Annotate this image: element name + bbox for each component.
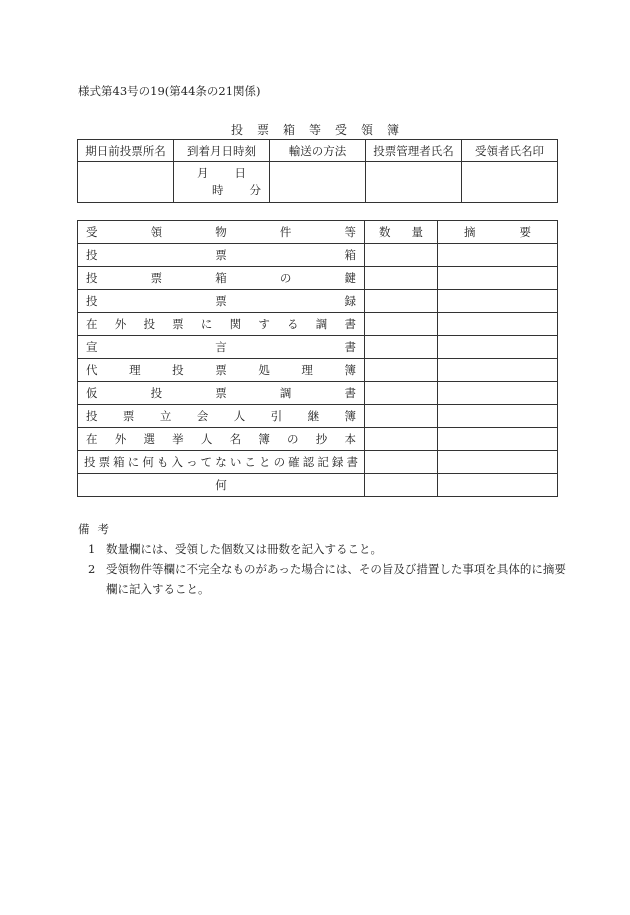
remarks-cell[interactable] bbox=[438, 267, 558, 290]
remarks-cell[interactable] bbox=[438, 428, 558, 451]
note-text: 数量欄には、受領した個数又は冊数を記入すること。 bbox=[106, 542, 382, 556]
items-table bbox=[77, 220, 558, 497]
quantity-cell[interactable] bbox=[365, 267, 438, 290]
item-label: 在外投票に関する調書 bbox=[78, 313, 365, 336]
item-label: 投票箱に何も入ってないことの確認記録書 bbox=[78, 451, 365, 474]
table-row bbox=[78, 244, 558, 267]
remarks-cell[interactable] bbox=[438, 313, 558, 336]
note-text: 受領物件等欄に不完全なものがあった場合には、その旨及び措置した事項を具体的に摘要欄に記入すること。 bbox=[106, 562, 566, 596]
table-row bbox=[78, 428, 558, 451]
table-row bbox=[78, 267, 558, 290]
item-label: 在外選挙人名簿の抄本 bbox=[78, 428, 365, 451]
cell-receiver-seal[interactable] bbox=[462, 162, 558, 203]
table-row bbox=[78, 313, 558, 336]
table-row bbox=[78, 290, 558, 313]
table-row bbox=[78, 382, 558, 405]
item-label: 代理投票処理簿 bbox=[78, 359, 365, 382]
quantity-cell[interactable] bbox=[365, 313, 438, 336]
remarks-cell[interactable] bbox=[438, 290, 558, 313]
remarks-cell[interactable] bbox=[438, 244, 558, 267]
notes-heading: 備考 bbox=[78, 522, 117, 536]
table-row bbox=[78, 451, 558, 474]
delivery-table-header bbox=[78, 140, 558, 162]
page-title: 投票箱等受領簿 bbox=[230, 123, 413, 137]
arrival-minute-label: 分 bbox=[249, 183, 261, 197]
header-polling-place: 期日前投票所名 bbox=[78, 140, 174, 162]
header-item: 受領物件等 bbox=[78, 221, 365, 244]
notes-section bbox=[78, 519, 571, 599]
item-label-other: 何 bbox=[78, 474, 365, 497]
quantity-cell[interactable] bbox=[365, 451, 438, 474]
quantity-cell[interactable] bbox=[365, 359, 438, 382]
items-table-header bbox=[78, 221, 558, 244]
quantity-cell[interactable] bbox=[365, 244, 438, 267]
table-row bbox=[78, 474, 558, 497]
quantity-cell[interactable] bbox=[365, 428, 438, 451]
item-label: 仮投票調書 bbox=[78, 382, 365, 405]
cell-transport-method[interactable] bbox=[270, 162, 366, 203]
cell-manager-name[interactable] bbox=[366, 162, 462, 203]
remarks-cell[interactable] bbox=[438, 359, 558, 382]
note-number: 1 bbox=[88, 542, 96, 556]
table-row bbox=[78, 336, 558, 359]
remarks-cell[interactable] bbox=[438, 336, 558, 359]
header-arrival-time: 到着月日時刻 bbox=[174, 140, 270, 162]
note-number: 2 bbox=[88, 562, 96, 576]
arrival-day-label: 日 bbox=[234, 166, 246, 180]
quantity-cell[interactable] bbox=[365, 290, 438, 313]
arrival-hour-label: 時 bbox=[212, 183, 224, 197]
remarks-cell[interactable] bbox=[438, 382, 558, 405]
table-row bbox=[78, 359, 558, 382]
remarks-cell[interactable] bbox=[438, 405, 558, 428]
header-receiver-seal: 受領者氏名印 bbox=[462, 140, 558, 162]
quantity-cell[interactable] bbox=[365, 405, 438, 428]
item-label: 投票箱の鍵 bbox=[78, 267, 365, 290]
quantity-cell[interactable] bbox=[365, 474, 438, 497]
quantity-cell[interactable] bbox=[365, 382, 438, 405]
remarks-cell[interactable] bbox=[438, 474, 558, 497]
delivery-table bbox=[77, 139, 558, 203]
table-row bbox=[78, 405, 558, 428]
cell-polling-place[interactable] bbox=[78, 162, 174, 203]
item-label: 投票箱 bbox=[78, 244, 365, 267]
header-transport-method: 輸送の方法 bbox=[270, 140, 366, 162]
delivery-table-row bbox=[78, 162, 558, 203]
header-quantity: 数量 bbox=[365, 221, 438, 244]
remarks-cell[interactable] bbox=[438, 451, 558, 474]
item-label: 投票立会人引継簿 bbox=[78, 405, 365, 428]
item-label: 投票録 bbox=[78, 290, 365, 313]
form-number: 様式第43号の19(第44条の21関係) bbox=[78, 84, 261, 98]
cell-arrival-time[interactable] bbox=[174, 162, 270, 203]
item-label: 宣言書 bbox=[78, 336, 365, 359]
arrival-month-label: 月 bbox=[197, 166, 209, 180]
note-item bbox=[78, 559, 571, 599]
header-remarks: 摘要 bbox=[438, 221, 558, 244]
header-manager-name: 投票管理者氏名 bbox=[366, 140, 462, 162]
quantity-cell[interactable] bbox=[365, 336, 438, 359]
note-item bbox=[78, 539, 571, 559]
